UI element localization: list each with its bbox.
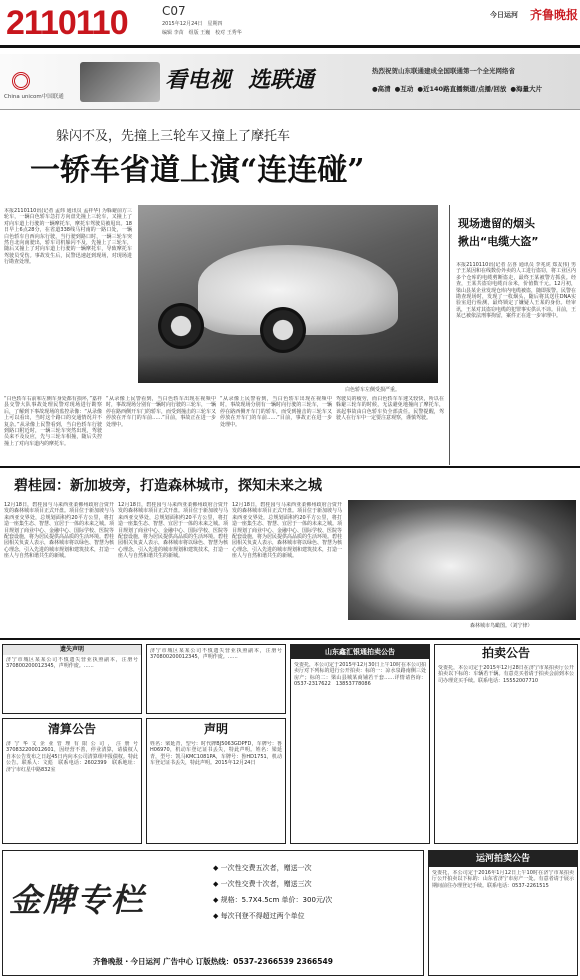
notices-divider — [0, 638, 580, 640]
lead-headline: 一轿车省道上演“连连碰” — [30, 153, 365, 188]
unicom-logo-icon — [12, 72, 30, 90]
section-name: 今日运河 — [490, 11, 518, 19]
feature-body-col3: 12月18日，碧桂园与马来西亚柔佛州政府合资开发的森林城市项目正式开盘。项目位于新加坡与马来西亚交界处，总规划面积约20平方公里，将打造一座集生态、智慧、宜居于一体的未来之城。项目规划了商业中心、金融中心、国际学校、医院等配套设施，将为居民提供高品质的生活环境。碧桂园相关负责人表示，森林城市将以绿色、智慧为核心理念，引入先进的城市规划和建筑技术，打造一座人与自然和谐共生的新城。 — [232, 502, 342, 560]
lead-body-col3b: “从录像上民警看到，当白色轿车出现在视频中时，事故现场分别有一辆时向行驶的三轮车，一辆停在路西侧开车门的轿车，而受到撞击的三轮车又停放在开车门的车前……”目前，事故正在进一步处理中。 — [220, 396, 332, 428]
ad-line-4: ◆ 每次刊登不得超过两个单位 — [213, 912, 305, 920]
ad-line-1: ◆ 一次性交费五次者，赠送一次 — [213, 864, 312, 872]
lead-body-col4: 驾驶员的疲劳，而白色轿车车速又较快，所以在躲避三轮车的时候，无法避免地撞向了摩托车，该起事故由白色轿车负全部责任。民警提醒，驾驶人在行车中一定要注意观察，谨慎驾驶。 — [336, 396, 444, 422]
side-body: 本报2110110讯(记者 岳喜 通讯员 李兆虎 郑友伟) 男子王某因和在线数份外卖的人工进行盗窃，将工业区内多个仓库的电缆剪断盗走，最终王某被警方抓获。经查，王某共盗窃电缆百余米，价值数千元。12月初，梁山县某企业发现仓库内电缆被盗，随即报警。民警在勘查现场时，发现了一枚烟头，随后将其送往DNA实验室进行检测，最终锁定了嫌疑人王某的身份。经审讯，王某对其盗窃电缆的犯罪事实供认不讳。目前，王某已被依法刑事拘留，案件正在进一步审理中。 — [456, 262, 576, 320]
lead-photo-caption: 白色轿车左侧受损严重。 — [345, 387, 401, 393]
feature-hd: ●高清 — [372, 85, 391, 93]
auction-notice-2 — [434, 644, 578, 844]
masthead-rule — [0, 45, 580, 48]
unicom-banner-ad — [0, 54, 580, 110]
masthead — [0, 0, 580, 58]
lost-notice-2 — [146, 644, 286, 714]
auction-body: 受委托，本公司定于2015年12月30日上午10时在本公司拍卖厅对下列标的进行公开拍卖：标的一：凉水泉路南侧三处房产；标的二：梁山县城某商铺若干套……详情请咨询：0537-2317622 13853778086 — [294, 662, 426, 688]
clearing-notice — [2, 718, 142, 844]
feature-headline: 碧桂园：新加坡旁，打造森林城市，探知未来之城 — [14, 478, 322, 494]
banner-features — [372, 84, 578, 96]
feature-movies: ●海量大片 — [510, 85, 543, 93]
yunhe-body: 受委托，本公司定于2016年1月12日上午10时在济宁市某拍卖厅公开拍卖以下标的：山东省济宁市房产一处。有意者请于展示期间前往办理登记手续。联系电话：0537-2261515 — [432, 870, 574, 889]
yunhe-heading: 运河拍卖公告 — [429, 851, 577, 867]
feature-body-col2: 12月18日，碧桂园与马来西亚柔佛州政府合资开发的森林城市项目正式开盘。项目位于新加坡与马来西亚交界处，总规划面积约20平方公里，将打造一座集生态、智慧、宜居于一体的未来之城。项目规划了商业中心、金融中心、国际学校、医院等配套设施，将为居民提供高品质的生活环境。碧桂园相关负责人表示，森林城市将以绿色、智慧为核心理念，引入先进的城市规划和建筑技术，打造一座人与自然和谐共生的新城。 — [118, 502, 228, 560]
lead-body-col2: “白色轿车右前和左侧车身处都有损坏，”嘉祥县交警大队事故处理民警对现场进行勘察后，了解到下事故现场的监控录像：“从录像上可以看出，当时这个路口的交通情况并不复杂。”从录像上民警看到，当白色轿车行驶到路口附近时，一辆三轮车突然出现，驾驶员来不及反应，先与三轮车相撞，随后失控撞上了对向车道内的摩托车。 — [4, 396, 102, 447]
auction2-body: 受委托，本公司定于2015年12月28日在济宁市某拍卖厅公开拍卖以下标的：车辆若干辆。有意竞买者请于拍卖会前到本公司办理竞买手续。联系电话：15552007710 — [438, 665, 574, 684]
ad-line-3: ◆ 规格：5.7X4.5cm 单价：300元/次 — [213, 896, 333, 904]
feature-interactive: ●互动 — [394, 85, 414, 93]
lead-body-col3: “从录像上民警看到，当白色轿车出现在视频中时，事故现场分别有一辆时向行驶的三轮车，一辆停在路西侧开车门的轿车，而受到撞击的三轮车又停放在开车门的车前……”目前，事故正在进一步处理中。 — [106, 396, 216, 428]
banner-headline-a: 看电视 — [165, 68, 232, 93]
auction-org: 山东鑫汇银通拍卖公告 — [291, 645, 429, 659]
lost-heading: 遗失声明 — [3, 645, 141, 655]
paper-name: 齐鲁晚报 — [530, 8, 579, 22]
banner-headline-b: 选联通 — [248, 68, 315, 93]
date-line: 2015年12月24日 星期四 — [162, 21, 223, 27]
lead-body-col1: 本报2110110讯(记者 孟炜 通讯员 孟祥华) 为躲避前方三轮车，一辆白色轿车急打方向盘先撞上三轮车，又撞上了对向车道上行驶的一辆摩托车，摩托车驾驶员被甩出。18日早上6点28分，在省道338线马村南的一路口处，一辆白色轿车自西向东行驶，当行驶到路口时，一辆三轮车突然自北向南驶出，轿车司机躲闪不及，先撞上了三轮车，随后又撞上了对向车道上行驶的一辆摩托车，导致摩托车驾驶员受伤。事故发生后，民警迅速赶到现场，对现场进行勘查处理。 — [4, 208, 132, 266]
brand-name: China unicom中国联通 — [4, 94, 64, 100]
column-rule — [449, 205, 450, 465]
ad-footer: 齐鲁晚报・今日运河 广告中心 订版热线：0537-2366539 2366549 — [93, 957, 333, 966]
feature-channels: ●近140路直播频道/点播/回放 — [417, 85, 507, 93]
ad-logo: 金牌专栏 — [9, 881, 146, 919]
lost-body-2: 济宁市城区某某公司不慎遗失营业执照副本，注册号370800200012345，声明作废。…… — [150, 648, 282, 661]
section-divider — [0, 466, 580, 468]
golden-column-ad — [2, 850, 424, 976]
page-number: C07 — [162, 4, 186, 18]
announcement-body: 姓名：梁延青，型号：时代牌BJ5063GDPFD，车牌号：鲁H06970，机动车登记证书丢失，特此声明。姓名：梁延青，型号：凯马KMC1081PA，车牌号：鲁HD1751，机动车登记证书丢失，特此声明。2015年12月24日 — [150, 741, 282, 767]
feature-photo — [348, 500, 576, 620]
lead-photo — [138, 205, 438, 383]
lost-notice — [2, 644, 142, 714]
ad-line-2: ◆ 一次性交费十次者，赠送三次 — [213, 880, 312, 888]
clearing-heading: 清算公告 — [47, 722, 96, 736]
yunhe-auction-notice — [428, 850, 578, 976]
auction-notice — [290, 644, 430, 844]
issue-id: 2110110 — [6, 4, 128, 42]
banner-tagline: 热烈祝贺山东联通建成全国联通第一个全光网络省 — [372, 67, 515, 75]
lead-kicker: 躲闪不及，先撞上三轮车又撞上了摩托车 — [56, 129, 291, 144]
tv-product-image — [80, 62, 160, 102]
side-headline-2: 揪出“电缆大盗” — [458, 235, 539, 248]
side-headline-1: 现场遗留的烟头 — [458, 217, 535, 230]
announcement-heading: 声明 — [203, 722, 228, 736]
clearing-body: 济宁华文企业管理有限公司，注册号370832200012601，因经营不善，停业清算，请债权人自本公告发布之日起45日内向本公司清算组申报债权。特此公告。联系人：文彪 联系电话：2602399 联系地址：济宁市红星中路832室 — [6, 741, 138, 773]
lost-body: 济宁市城区某某公司不慎遗失营业执照副本，注册号370800200012345，声明作废。…… — [6, 657, 138, 670]
feature-photo-caption: 森林城市鸟瞰图。（刘宁律） — [470, 623, 533, 629]
auction-heading: 拍卖公告 — [481, 646, 530, 660]
feature-body-col1: 12月18日，碧桂园与马来西亚柔佛州政府合资开发的森林城市项目正式开盘。项目位于新加坡与马来西亚交界处，总规划面积约20平方公里，将打造一座集生态、智慧、宜居于一体的未来之城。项目规划了商业中心、金融中心、国际学校、医院等配套设施，将为居民提供高品质的生活环境。碧桂园相关负责人表示，森林城市将以绿色、智慧为核心理念，引入先进的城市规划和建筑技术，打造一座人与自然和谐共生的新城。 — [4, 502, 114, 560]
editors-line: 编辑 李苗 组版 王巍 校对 王秀华 — [162, 30, 242, 36]
announcement-notice — [146, 718, 286, 844]
